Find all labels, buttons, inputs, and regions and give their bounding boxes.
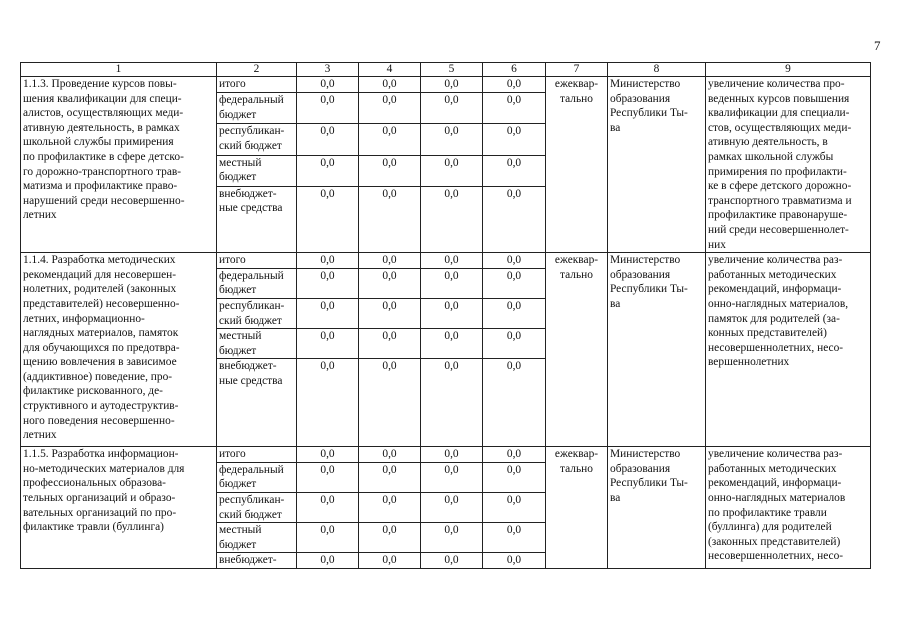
funding-value: 0,0 [483,77,546,93]
funding-value: 0,0 [483,186,546,252]
funding-value: 0,0 [359,359,421,447]
funding-value: 0,0 [483,493,546,523]
funding-source: республикан- ский бюджет [217,493,297,523]
column-number: 7 [546,63,608,77]
funding-value: 0,0 [297,124,359,155]
funding-value: 0,0 [421,253,483,269]
funding-value: 0,0 [359,124,421,155]
funding-value: 0,0 [359,93,421,124]
funding-value: 0,0 [297,447,359,463]
implementation-period: ежеквар- тально [546,253,608,447]
funding-value: 0,0 [359,553,421,569]
measure-description: 1.1.5. Разработка информацион- но-методических материалов для профессиональных образова- тельных организаций и образо- вательных организаций по про- филактике травли (буллинга) [21,447,217,569]
funding-value: 0,0 [421,298,483,328]
funding-value: 0,0 [359,298,421,328]
funding-value: 0,0 [421,462,483,492]
funding-value: 0,0 [483,93,546,124]
funding-value: 0,0 [421,523,483,553]
funding-value: 0,0 [483,447,546,463]
column-number: 4 [359,63,421,77]
funding-value: 0,0 [359,329,421,359]
implementation-period: ежеквар- тально [546,77,608,253]
funding-value: 0,0 [297,155,359,186]
funding-value: 0,0 [483,553,546,569]
funding-source: местный бюджет [217,523,297,553]
funding-value: 0,0 [483,329,546,359]
funding-value: 0,0 [483,462,546,492]
funding-source: итого [217,447,297,463]
funding-value: 0,0 [483,523,546,553]
column-number: 3 [297,63,359,77]
funding-value: 0,0 [297,359,359,447]
measure-description: 1.1.3. Проведение курсов повы- шения квалификации для специ- алистов, осуществляющих меди- ативную деятельность, в рамках школьной службы примирения по профилактике в сфере детско- го дорожно-транспортного трав- матизма и профилактике право- нарушений среди несовершенно- летних [21,77,217,253]
funding-value: 0,0 [359,77,421,93]
program-table [20,62,871,569]
funding-value: 0,0 [421,124,483,155]
implementation-period: ежеквар- тально [546,447,608,569]
funding-value: 0,0 [483,253,546,269]
funding-value: 0,0 [297,329,359,359]
funding-value: 0,0 [483,155,546,186]
column-number-row [21,63,871,77]
column-number: 1 [21,63,217,77]
funding-source: федеральный бюджет [217,462,297,492]
funding-value: 0,0 [297,253,359,269]
funding-row [21,253,871,269]
funding-value: 0,0 [483,298,546,328]
funding-value: 0,0 [421,447,483,463]
funding-value: 0,0 [421,359,483,447]
funding-value: 0,0 [359,268,421,298]
funding-source: внебюджет- [217,553,297,569]
expected-result: увеличение количества раз- работанных методических рекомендаций, информаци- онно-наглядных материалов, памяток для родителей (за- конных представителей) несовершеннолетних, несо- вершеннолетних [706,253,871,447]
funding-value: 0,0 [297,523,359,553]
funding-value: 0,0 [421,268,483,298]
funding-value: 0,0 [421,93,483,124]
responsible-executor: Министерство образования Республики Ты- ва [608,77,706,253]
column-number: 2 [217,63,297,77]
funding-source: внебюджет- ные средства [217,359,297,447]
funding-value: 0,0 [421,186,483,252]
funding-value: 0,0 [297,77,359,93]
funding-row [21,447,871,463]
funding-value: 0,0 [359,253,421,269]
funding-value: 0,0 [421,155,483,186]
funding-source: местный бюджет [217,155,297,186]
funding-source: федеральный бюджет [217,93,297,124]
funding-value: 0,0 [483,359,546,447]
funding-value: 0,0 [297,462,359,492]
expected-result: увеличение количества раз- работанных методических рекомендаций, информаци- онно-наглядных материалов по профилактике травли (буллинга) для родителей (законных представителей) несовершеннолетних, несо- [706,447,871,569]
funding-value: 0,0 [297,298,359,328]
funding-source: внебюджет- ные средства [217,186,297,252]
funding-value: 0,0 [421,553,483,569]
funding-value: 0,0 [297,268,359,298]
funding-source: итого [217,253,297,269]
responsible-executor: Министерство образования Республики Ты- ва [608,253,706,447]
funding-value: 0,0 [359,186,421,252]
column-number: 5 [421,63,483,77]
funding-source: итого [217,77,297,93]
measure-description: 1.1.4. Разработка методических рекомендаций для несовершен- нолетних, родителей (законных представителей) несовершенно- летних, информационно- наглядных материалов, памяток для обучающихся по предотвра- щению вовлечения в зависимое (аддиктивное) поведение, про- филактике рискованного, де- структивного и аутодеструктив- ного поведения несовершенно- летних [21,253,217,447]
page-number: 7 [874,38,881,53]
column-number: 9 [706,63,871,77]
funding-row [21,77,871,93]
responsible-executor: Министерство образования Республики Ты- ва [608,447,706,569]
funding-value: 0,0 [421,493,483,523]
funding-value: 0,0 [297,186,359,252]
funding-value: 0,0 [359,523,421,553]
funding-value: 0,0 [297,553,359,569]
funding-value: 0,0 [297,93,359,124]
funding-value: 0,0 [297,493,359,523]
funding-value: 0,0 [359,155,421,186]
column-number: 8 [608,63,706,77]
funding-source: федеральный бюджет [217,268,297,298]
funding-source: республикан- ский бюджет [217,298,297,328]
funding-source: местный бюджет [217,329,297,359]
column-number: 6 [483,63,546,77]
funding-value: 0,0 [359,493,421,523]
funding-value: 0,0 [483,124,546,155]
funding-value: 0,0 [359,462,421,492]
funding-value: 0,0 [421,77,483,93]
funding-source: республикан- ский бюджет [217,124,297,155]
funding-value: 0,0 [359,447,421,463]
funding-value: 0,0 [483,268,546,298]
funding-value: 0,0 [421,329,483,359]
expected-result: увеличение количества про- веденных курсов повышения квалификации для специали- стов, осуществляющих меди- ативную деятельность, в рамках школьной службы примирения по профилакти- ке в сфере детского дорожно- транспортного травматизма и профилактике правонаруше- ний среди несовершеннолет- них [706,77,871,253]
